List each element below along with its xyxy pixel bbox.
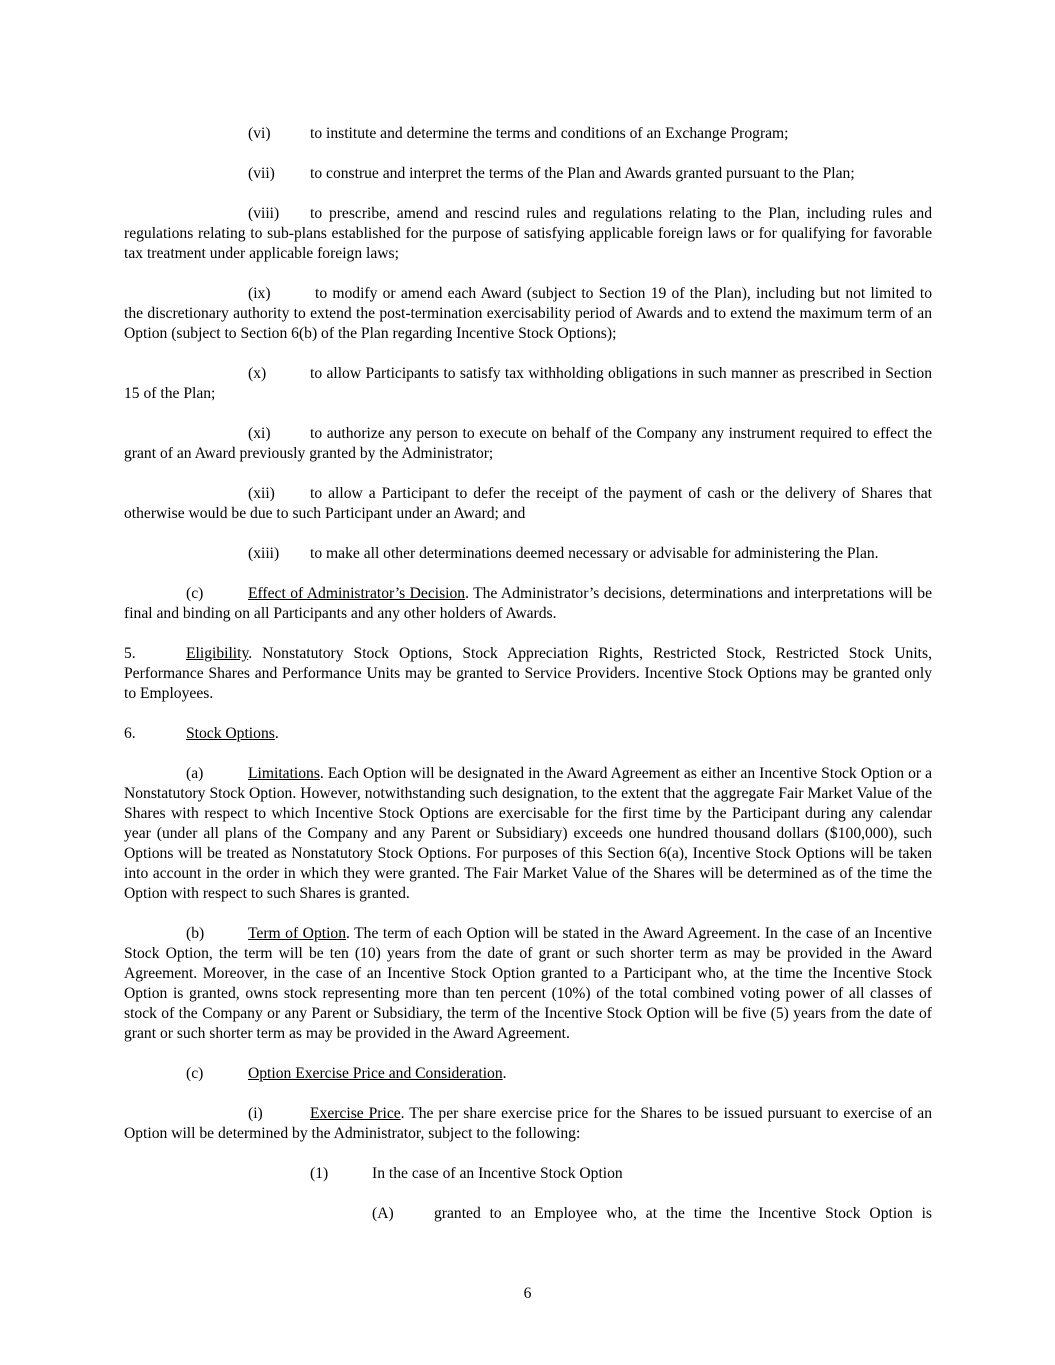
section-text: . The term of each Option will be stated in the Award Agreement. In the case of an Incentive Stock Option, the term will be ten (10) years from the date of grant or such shorter term as may be provided in the Award Agreement. Moreover, in the case of an Incentive Stock Option granted to a Participant who, at the time the Incentive Stock Option is granted, owns stock representing more than ten percent (10%) of the total combined voting power of all classes of stock of the Company or any Parent or Subsidiary, the term of the Incentive Stock Option will be five (5) years from the date of grant or such shorter term as may be provided in the Award Agreement. [124, 925, 932, 1042]
clause-text: to modify or amend each Award (subject to Section 19 of the Plan), including but not limited to the discretionary authority to extend the post-termination exercisability period of Awards and to extend the maximum term of an Option (subject to Section 6(b) of the Plan regarding Incentive Stock Options); [124, 285, 932, 342]
clause-xi [124, 424, 932, 464]
clause-label: (vii) [248, 165, 275, 182]
clause-viii [124, 204, 932, 264]
section-label: 5. [124, 645, 136, 662]
clause-text: to allow Participants to satisfy tax withholding obligations in such manner as prescribed in Section 15 of the Plan; [124, 365, 932, 402]
section-text: . The per share exercise price for the Shares to be issued pursuant to exercise of an Option will be determined by the Administrator, subject to the following: [124, 1105, 932, 1142]
section-label: (b) [186, 925, 205, 942]
clause-text: to authorize any person to execute on behalf of the Company any instrument required to effect the grant of an Award previously granted by the Administrator; [124, 425, 932, 462]
section-5 [124, 644, 932, 704]
section-period: . [502, 1065, 507, 1082]
section-text: . Each Option will be designated in the Award Agreement as either an Incentive Stock Option or a Nonstatutory Stock Option. However, notwithstanding such designation, to the extent that the aggregate Fair Market Value of the Shares with respect to which Incentive Stock Options are exercisable for the first time by the Participant during any calendar year (under all plans of the Company and any Parent or Subsidiary) exceeds one hundred thousand dollars ($100,000), such Options will be treated as Nonstatutory Stock Options. For purposes of this Section 6(a), Incentive Stock Options will be taken into account in the order in which they were granted. The Fair Market Value of the Shares will be determined as of the time the Option with respect to such Shares is granted. [124, 765, 932, 902]
section-6-heading [124, 724, 932, 744]
clause-text: to allow a Participant to defer the receipt of the payment of cash or the delivery of Shares that otherwise would be due to such Participant under an Award; and [124, 485, 932, 522]
section-6b [124, 924, 932, 1044]
section-text: In the case of an Incentive Stock Option [372, 1165, 623, 1182]
clause-xii [124, 484, 932, 524]
section-label: (A) [372, 1205, 394, 1222]
section-6a [124, 764, 932, 904]
clause-x [124, 364, 932, 404]
clause-vi [124, 124, 932, 144]
section-label: (c) [186, 585, 204, 602]
clause-label: (xiii) [248, 545, 280, 562]
section-label: (i) [248, 1105, 263, 1122]
clause-text: to make all other determinations deemed necessary or advisable for administering the Plan. [310, 545, 879, 562]
section-title: Term of Option [248, 925, 346, 942]
section-title: Stock Options [186, 725, 275, 742]
section-title: Option Exercise Price and Consideration [248, 1065, 503, 1082]
section-title: Effect of Administrator’s Decision [248, 585, 466, 602]
section-period: . [274, 725, 279, 742]
clause-xiii [124, 544, 932, 564]
section-6c-i [124, 1104, 932, 1144]
clause-label: (x) [248, 365, 267, 382]
section-label: (1) [310, 1165, 329, 1182]
section-label: (a) [186, 765, 204, 782]
section-4c [124, 584, 932, 624]
section-label: (c) [186, 1065, 204, 1082]
clause-label: (xii) [248, 485, 275, 502]
clause-label: (vi) [248, 125, 271, 142]
clause-text: to prescribe, amend and rescind rules and regulations relating to the Plan, including rules and regulations relating to sub-plans established for the purpose of satisfying applicable foreign laws or for qualifying for favorable tax treatment under applicable foreign laws; [124, 205, 932, 262]
section-label: 6. [124, 725, 136, 742]
clause-label: (ix) [248, 285, 271, 302]
clause-label: (xi) [248, 425, 271, 442]
clause-vii [124, 164, 932, 184]
section-title: Eligibility [186, 645, 249, 662]
section-6c-i-1-A [124, 1204, 932, 1224]
section-title: Limitations [248, 765, 320, 782]
clause-ix [124, 284, 932, 344]
section-text: . The Administrator’s decisions, determinations and interpretations will be final and binding on all Participants and any other holders of Awards. [124, 585, 932, 622]
section-text: . Nonstatutory Stock Options, Stock Appreciation Rights, Restricted Stock, Restricted Stock Units, Performance Shares and Performance Units may be granted to Service Providers. Incentive Stock Options may be granted only to Employees. [124, 645, 932, 702]
section-6c-i-1 [124, 1164, 932, 1184]
section-title: Exercise Price [310, 1105, 401, 1122]
page-content [124, 124, 932, 1244]
clause-text: to construe and interpret the terms of the Plan and Awards granted pursuant to the Plan; [310, 165, 855, 182]
clause-label: (viii) [248, 205, 280, 222]
section-6c [124, 1064, 932, 1084]
clause-text: to institute and determine the terms and conditions of an Exchange Program; [310, 125, 789, 142]
page-number: 6 [523, 1285, 532, 1302]
section-text: granted to an Employee who, at the time the Incentive Stock Option is [434, 1205, 932, 1222]
